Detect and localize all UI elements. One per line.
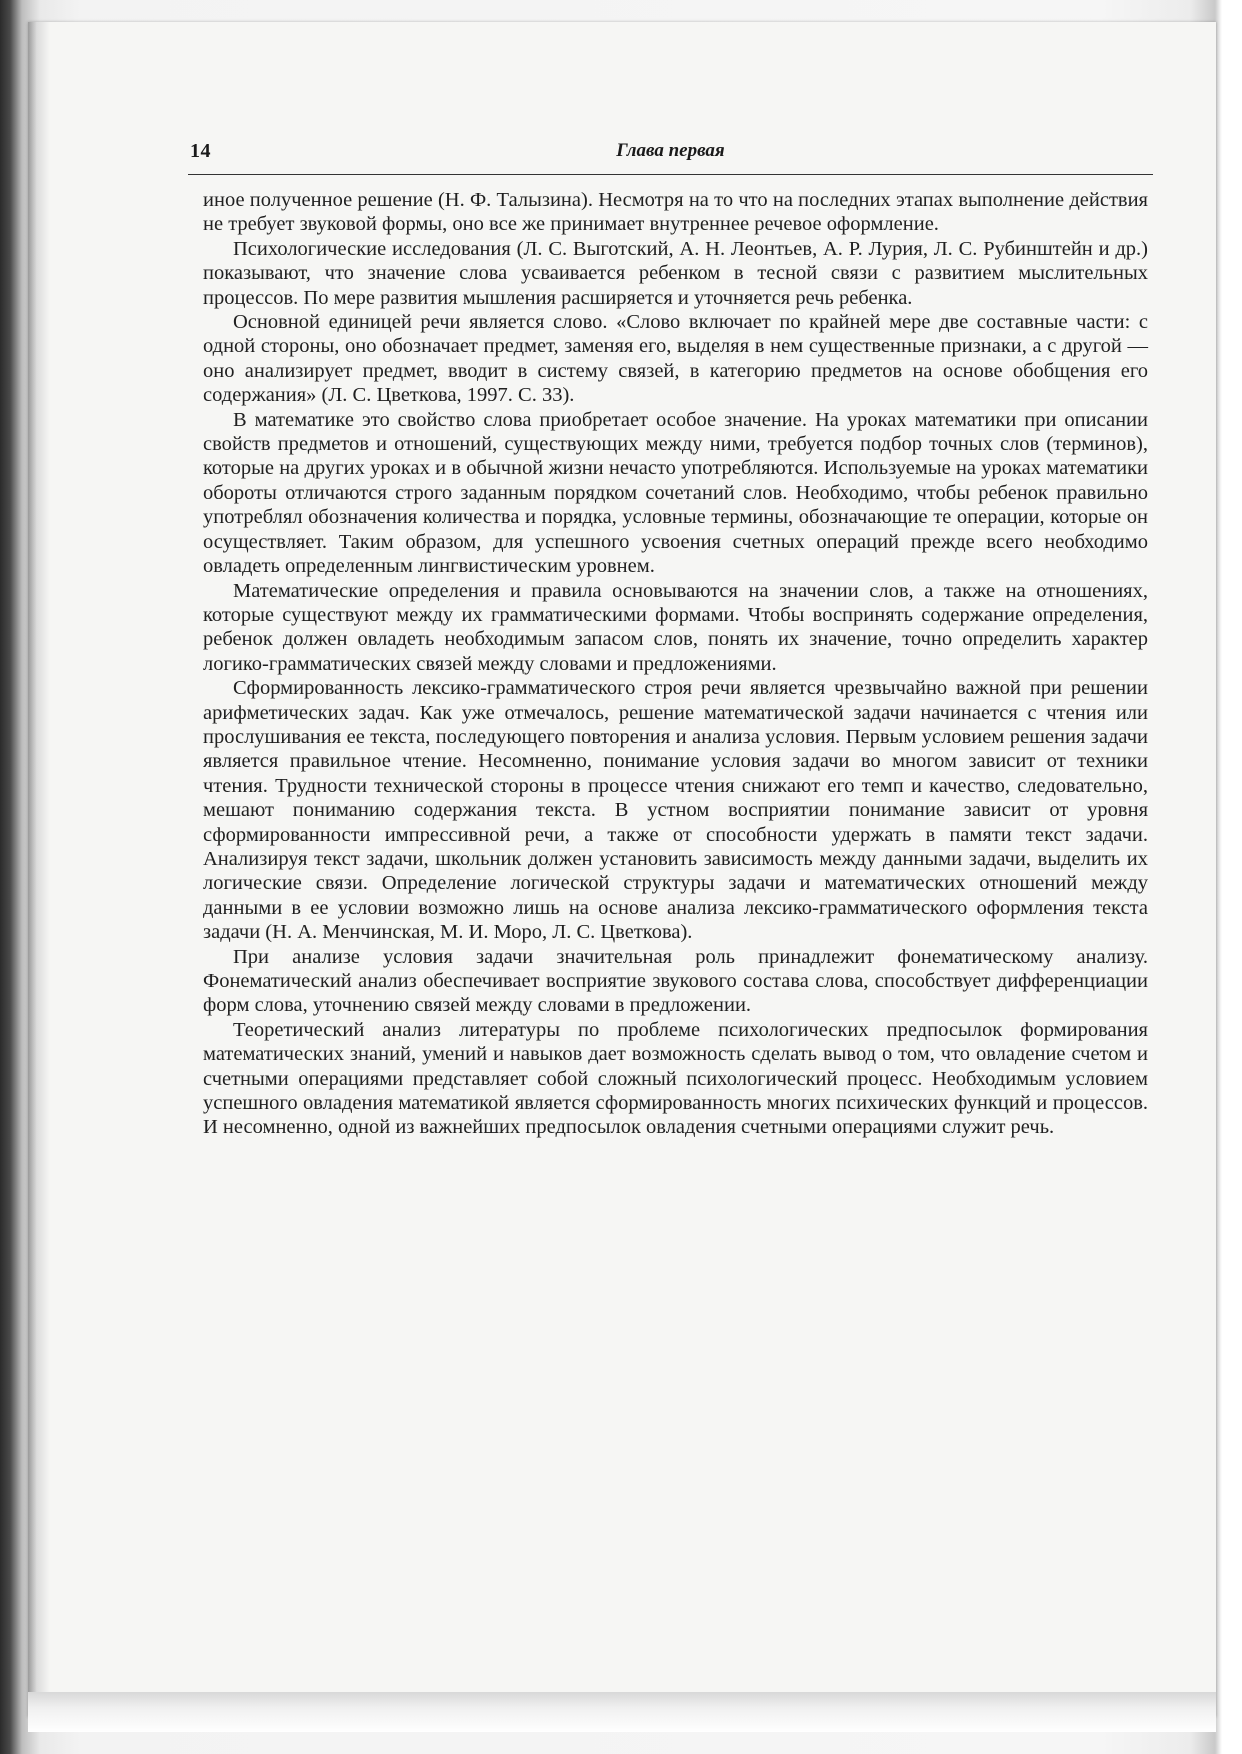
paragraph: При анализе условия задачи значительная роль принадлежит фонематическому анализу. Фонематический анализ обеспечивает восприятие звукового состава слова, способствует дифференциации форм слова, уточнению связей между словами в предложении. <box>203 945 1148 1017</box>
page-header <box>188 138 1153 175</box>
page-number: 14 <box>190 140 211 162</box>
running-title: Глава первая <box>616 140 725 161</box>
paragraph: иное полученное решение (Н. Ф. Талызина). Несмотря на то что на последних этапах выполнение действия не требует звуковой формы, оно все же принимает внутреннее речевое оформление. <box>203 189 1148 236</box>
page-bottom-edge <box>28 1692 1216 1732</box>
page-edge-shadow <box>28 22 50 1717</box>
body-text <box>203 188 1148 1140</box>
paragraph: В математике это свойство слова приобретает особое значение. На уроках математики при описании свойств предметов и отношений, существующих между ними, требуется подбор точных слов (терминов), которые на других уроках и в обычной жизни нечасто употребляются. Используемые на уроках математики обороты отличаются строго заданным порядком сочетаний слов. Необходимо, чтобы ребенок правильно употреблял обозначения количества и порядка, условные термины, обозначающие те операции, которые он осуществляет. Таким образом, для успешного усвоения счетных операций прежде всего необходимо овладеть определенным лингвистическим уровнем. <box>203 408 1148 578</box>
paragraph: Сформированность лексико-грамматического строя речи является чрезвычайно важной при решении арифметических задач. Как уже отмечалось, решение математической задачи начинается с чтения или прослушивания ее текста, последующего повторения и анализа условия. Первым условием решения задачи является правильное чтение. Несомненно, понимание условия задачи во многом зависит от техники чтения. Трудности технической стороны в процессе чтения снижают его темп и качество, следовательно, мешают пониманию содержания текста. В устном восприятии понимание зависит от уровня сформированности импрессивной речи, а также от способности удержать в памяти текст задачи. Анализируя текст задачи, школьник должен установить зависимость между данными задачи, выделить их логические связи. Определение логической структуры задачи и математических отношений между данными в ее условии возможно лишь на основе анализа лексико-грамматического оформления текста задачи (Н. А. Менчинская, М. И. Моро, Л. С. Цветкова). <box>203 677 1148 944</box>
paragraph: Психологические исследования (Л. С. Выготский, А. Н. Леонтьев, А. Р. Лурия, Л. С. Рубинштейн и др.) показывают, что значение слова усваивается ребенком в тесной связи с развитием мыслительных процессов. По мере развития мышления расширяется и уточняется речь ребенка. <box>203 237 1148 309</box>
paragraph: Математические определения и правила основываются на значении слов, а также на отношениях, которые существуют между их грамматическими формами. Чтобы воспринять содержание определения, ребенок должен овладеть необходимым запасом слов, понять их значение, точно определить характер логико-грамматических связей между словами и предложениями. <box>203 579 1148 675</box>
paragraph: Основной единицей речи является слово. «Слово включает по крайней мере две составные части: с одной стороны, оно обозначает предмет, заменяя его, выделяя в нем существенные признаки, а с другой — оно анализирует предмет, вводит в систему связей, в категорию предметов на основе обобщения его содержания» (Л. С. Цветкова, 1997. С. 33). <box>203 311 1148 407</box>
paragraph: Теоретический анализ литературы по проблеме психологических предпосылок формирования математических знаний, умений и навыков дает возможность сделать вывод о том, что овладение счетом и счетными операциями представляет собой сложный психологический процесс. Необходимым условием успешного овладения математикой является сформированность многих психических функций и процессов. И несомненно, одной из важнейших предпосылок овладения счетными операциями служит речь. <box>203 1018 1148 1139</box>
